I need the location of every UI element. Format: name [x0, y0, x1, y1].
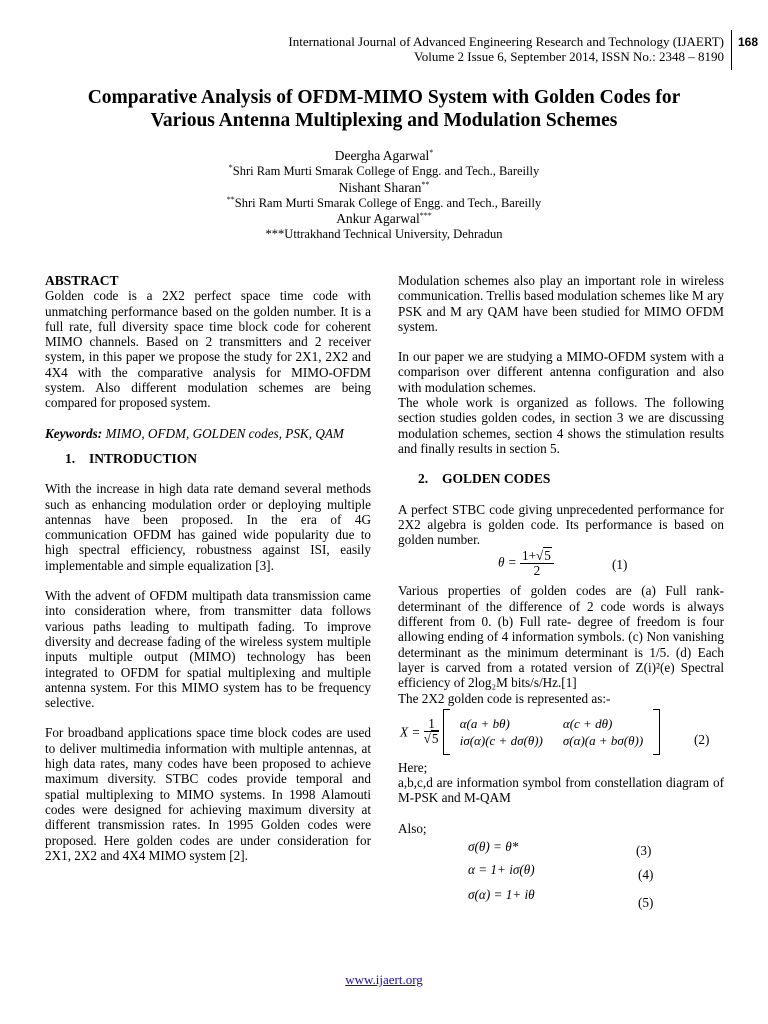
journal-name: International Journal of Advanced Engineering Research and Technology (IJAERT) [288, 34, 724, 49]
eq4-number: (4) [638, 867, 654, 883]
golden-code-matrix [450, 715, 653, 750]
equation-4 [398, 860, 724, 885]
eq2-radicand: 5 [431, 731, 439, 747]
eq1-number: (1) [612, 557, 628, 573]
matrix-cell: σ(α)(a + bσ(θ)) [562, 732, 644, 748]
intro-paragraph-3: For broadband applications space time block codes are used to deliver multimedia information with multiple antennas, at high data rates, many codes have been proposed to achieve maximum diversity. STBC codes provide temporal and spatial multiplexing to MIMO systems. In 1998 Alamouti codes were designed for achieving maximum diversity at different transmission rates. In 1995 Golden codes were proposed. Here golden codes are under consideration for 2X1, 2X2 and 4X4 MIMO system [2]. [45, 725, 371, 863]
matrix-cell: iσ(α)(c + dσ(θ)) [459, 732, 543, 748]
section-number: 1. [65, 450, 76, 466]
title-line-1: Comparative Analysis of OFDM-MIMO System with Golden Codes for [87, 87, 681, 108]
eq5-body: σ(α) = 1+ iθ [468, 887, 535, 903]
keywords-text: MIMO, OFDM, GOLDEN codes, PSK, QAM [102, 425, 344, 441]
author-affiliation: Uttrakhand Technical University, Dehradun [284, 227, 503, 242]
author-block [40, 148, 728, 243]
eq2-lhs: X = [400, 724, 421, 740]
equation-3 [398, 836, 724, 860]
golden-properties: Various properties of golden codes are (a) Full rank-determinant of the difference of 2 code words is always different from 0. (b) Full rate- degree of freedom is four allowing ending of 4 information symbols. (c) Non vanishing determinant as the minimum determinant is 1/5. (d) Each layer is carved from a rotated version of Z(i)²(e) Spectral efficiency of 2log₂M bits/s/Hz.[1] [398, 583, 724, 691]
eq2-scalar [424, 717, 440, 746]
author-mark: *** [419, 211, 432, 221]
matrix-cell: α(a + bθ) [459, 715, 510, 731]
affiliation-mark: * [228, 163, 233, 173]
matrix-right-bracket [653, 709, 660, 755]
abstract-heading: ABSTRACT [45, 273, 119, 288]
eq1-denominator: 2 [533, 563, 541, 579]
right-column [398, 273, 724, 911]
paper-summary-paragraph: In our paper we are studying a MIMO-OFDM system with a comparison over different antenna configuration and also with modulation schemes. [398, 349, 724, 395]
equation-5 [398, 885, 724, 911]
symbol-description: a,b,c,d are information symbol from constellation diagram of M-PSK and M-QAM [398, 775, 724, 806]
matrix-left-bracket [443, 709, 450, 755]
page-number: 168 [738, 35, 759, 49]
keywords [45, 426, 371, 441]
title-line-2: Various Antenna Multiplexing and Modulation Schemes [150, 110, 618, 131]
eq1-fraction [520, 549, 554, 578]
sqrt-symbol: √5 [423, 731, 439, 747]
equation-2 [398, 706, 724, 760]
affiliation-mark: *** [265, 227, 285, 242]
journal-header [200, 34, 724, 64]
section-title: GOLDEN CODES [442, 471, 551, 487]
abstract-text: Golden code is a 2X2 perfect space time code with unmatching performance based on the golden number. It is a full rate, full diversity space time block code for coherent MIMO channels. Based on 2 transmitters and 2 receiver system, in this paper we propose the study for 2X1, 2X2 and 4X4 with the comparative analysis for MIMO-OFDM system. Also different modulation schemes are being compared for proposed system. [45, 288, 371, 411]
affiliation-mark: ** [226, 194, 235, 204]
eq1-numerator: 1+ [521, 548, 537, 564]
equation-1 [398, 547, 724, 583]
sqrt-symbol: √5 [536, 548, 551, 564]
eq4-body: α = 1+ iσ(θ) [468, 862, 535, 878]
paper-title [40, 86, 728, 132]
author-name: Deergha Agarwal [334, 148, 430, 163]
intro-paragraph-1: With the increase in high data rate demand several methods such as enhancing modulation order or deploying multiple antennas have been proposed. In the era of 4G communication OFDM has gained wide popularity due to high spectral efficiency, robustness against ISI, easily implementable and simple equalization [3]. [45, 481, 371, 573]
eq5-number: (5) [638, 895, 654, 911]
organization-paragraph: The whole work is organized as follows. The following section studies golden codes, in section 3 we are discussing modulation schemes, section 4 shows the stimulation results and finally results in section 5. [398, 395, 724, 456]
author-name: Nishant Sharan [338, 179, 422, 195]
author-affiliation: Shri Ram Murti Smarak College of Engg. and Tech., Bareilly [232, 164, 540, 179]
eq1-lhs: θ = [498, 554, 517, 570]
journal-website-link[interactable]: www.ijaert.org [345, 972, 423, 987]
eq2-numerator: 1 [424, 717, 440, 732]
section-number: 2. [418, 471, 429, 487]
eq2-number: (2) [694, 731, 710, 747]
author-mark: * [429, 148, 434, 157]
section-heading-golden-codes [398, 471, 724, 486]
eq3-body: σ(θ) = θ* [468, 839, 519, 855]
journal-volume: Volume 2 Issue 6, September 2014, ISSN No.: 2348 – 8190 [414, 49, 724, 64]
matrix-cell: α(c + dθ) [562, 715, 613, 731]
page-footer [0, 972, 768, 988]
also-label: Also; [398, 820, 427, 836]
modulation-paragraph: Modulation schemes also play an important role in wireless communication. Trellis based modulation schemes like M ary PSK and M ary QAM have been studied for MIMO OFDM system. [398, 273, 724, 334]
author-mark: ** [421, 179, 430, 189]
section-title: INTRODUCTION [89, 450, 198, 466]
eq3-number: (3) [636, 843, 652, 859]
left-column [45, 273, 371, 863]
golden-representation-intro: The 2X2 golden code is represented as:- [398, 690, 611, 706]
author-affiliation: Shri Ram Murti Smarak College of Engg. and Tech., Bareilly [234, 195, 542, 210]
header-divider [731, 30, 732, 70]
golden-code-intro: A perfect STBC code giving unprecedented performance for 2X2 algebra is golden code. Its performance is based on golden number. [398, 501, 724, 548]
intro-paragraph-2: With the advent of OFDM multipath data transmission came into consideration where, from transmitter data follows various paths leading to multipath fading. To improve diversity and decrease fading of the wireless system multiple inputs multiple output (MIMO) technology has been integrated to OFDM for spatial multiplexing and multiple antenna system. For this MIMO system has to be frequency selective. [45, 588, 371, 711]
here-label: Here; [398, 759, 428, 775]
keywords-label: Keywords: [45, 425, 103, 441]
eq1-radicand: 5 [544, 548, 551, 564]
section-heading-introduction [45, 451, 371, 466]
author-name: Ankur Agarwal [336, 211, 420, 227]
